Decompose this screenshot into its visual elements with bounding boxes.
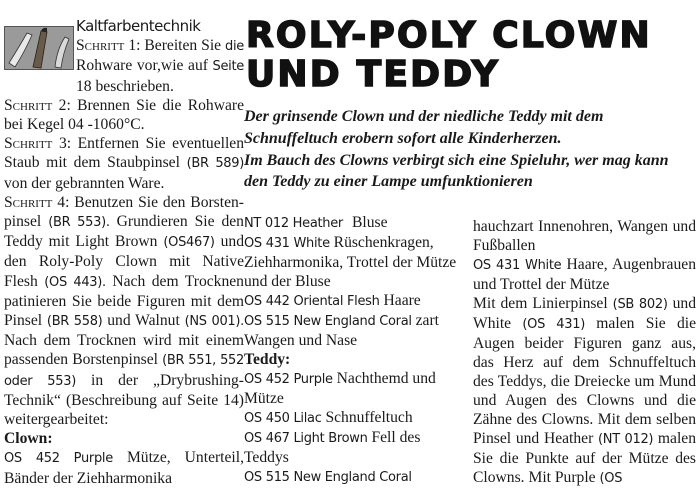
text-run: Benutzen Sie den Borsten-pinsel bbox=[4, 193, 244, 231]
paint-use: Bluse bbox=[352, 214, 388, 231]
step-3 bbox=[4, 134, 244, 193]
text-run: in der „Drybrushing-Technik“ (Beschreibung auf Seite 14) weitergearbeitet: bbox=[4, 371, 244, 429]
step-4 bbox=[4, 193, 244, 429]
section-title: Kaltfarbentechnik bbox=[76, 17, 201, 35]
paint-code: (BR 558) bbox=[46, 314, 103, 330]
paint-code: (BR 551, 552 oder 553) bbox=[4, 353, 244, 389]
color-row bbox=[244, 408, 468, 428]
text-run: und den Roly-Poly Clown mit Native Flesh bbox=[4, 233, 244, 290]
paint-code: (SB 802) bbox=[612, 297, 668, 312]
paint-code: OS 467 Light Brown bbox=[244, 431, 368, 446]
step-label: Schritt 4: bbox=[4, 193, 70, 211]
text-run: hauchzart Innenohren, Wangen und Fußballen bbox=[473, 218, 696, 254]
paint-code: NT 012 Heather bbox=[244, 216, 343, 231]
paint-code: OS 442 Oriental Flesh bbox=[244, 294, 380, 309]
color-row bbox=[244, 213, 468, 233]
text-run: Fell des Teddys bbox=[244, 429, 421, 466]
paint-code: Seite bbox=[212, 59, 244, 75]
text-run: und White bbox=[473, 295, 696, 332]
paint-code: (BR 553). bbox=[48, 215, 110, 231]
text-run: Grundieren Sie den Teddy mit Light Brown bbox=[4, 213, 244, 251]
paragraph bbox=[473, 255, 696, 294]
image-spacer bbox=[4, 17, 76, 94]
color-row bbox=[244, 311, 468, 350]
teddy-heading: Teddy: bbox=[244, 351, 291, 368]
text-run: Haare, Augenbrauen und Trottel der Mütze bbox=[473, 256, 696, 293]
text-run: malen Sie die Augen beider Figuren ganz aus, das Herz auf dem Schnuffeltuch des Teddys, die Dreiecke um Mund und Augen des Clowns und die Zähne des Clowns. Mit dem selben Pinsel und Heather bbox=[473, 315, 696, 447]
paint-code: (OS 431) bbox=[522, 317, 585, 332]
text-run: Haare bbox=[379, 292, 421, 309]
paint-code: OS 515 New England Coral bbox=[244, 470, 412, 485]
step-label: Schritt 3: bbox=[4, 135, 72, 153]
text-run: 18 beschrieben. bbox=[76, 77, 174, 95]
text-run: Bereiten Sie bbox=[140, 37, 226, 55]
paragraph bbox=[473, 217, 696, 255]
text-run: Mit dem Linierpinsel bbox=[473, 295, 613, 312]
paint-code: (OS 443). bbox=[44, 274, 106, 290]
teddy-instructions bbox=[473, 217, 696, 488]
text-run: Rohware vor,wie auf bbox=[76, 57, 213, 75]
intro-text bbox=[244, 106, 696, 193]
text-run: Mütze, Unterteil, Bänder der Ziehharmonika bbox=[4, 449, 244, 487]
paint-code: (NT 012) bbox=[598, 432, 654, 447]
color-row bbox=[244, 369, 468, 408]
clown-color-list bbox=[244, 213, 468, 487]
intro-line: Der grinsende Clown und der niedliche Teddy mit dem Schnuffeltuch erobern sofort alle Kinderherzen. bbox=[244, 108, 604, 147]
page-title: ROLY-POLY CLOWN UND TEDDY bbox=[246, 15, 652, 95]
clown-heading: Clown: bbox=[4, 430, 53, 448]
paragraph bbox=[473, 294, 696, 488]
paint-code: (OS467) bbox=[163, 235, 215, 251]
paint-code: (OS bbox=[599, 471, 623, 486]
text-run: Nach dem Trocknen patinieren Sie beide Figuren mit dem Pinsel bbox=[4, 272, 244, 330]
step-label: Schritt 1: bbox=[76, 37, 141, 55]
clown-colors bbox=[4, 448, 244, 487]
paint-code: (NS 001). bbox=[184, 314, 245, 330]
text-run: Schnuffeltuch bbox=[321, 409, 413, 426]
text-run: von der gebrannten Ware. bbox=[4, 174, 165, 192]
text-run: Entfernen Sie eventuellen Staub mit dem Staubpinsel bbox=[4, 135, 245, 172]
step-2 bbox=[4, 96, 244, 134]
step-label: Schritt 2: bbox=[4, 96, 71, 114]
paint-code: OS 452 Purple bbox=[244, 372, 333, 387]
text-run: Brennen Sie die Rohware bei Kegel 04 -1060°C. bbox=[4, 96, 244, 134]
color-row bbox=[244, 233, 468, 291]
paint-code: die bbox=[225, 39, 244, 55]
paint-code: OS 431 White bbox=[473, 258, 562, 273]
text-run: Rüschenkragen, Ziehharmonika, Trottel der Mütze und der Bluse bbox=[244, 234, 457, 290]
instructions-column bbox=[4, 17, 244, 488]
color-row bbox=[244, 291, 468, 311]
paint-code: OS 431 White bbox=[244, 236, 330, 251]
text-run: zart Wangen und Nase bbox=[244, 312, 439, 349]
paint-code: (BR 589) bbox=[186, 156, 244, 172]
text-run: malen Sie die Punkte auf der Mütze des Clowns. Mit Purple bbox=[473, 430, 697, 486]
paint-code: OS 515 New England Coral bbox=[244, 314, 412, 329]
paint-code: OS 452 Purple bbox=[4, 451, 113, 467]
text-run: Nach dem Trocknen wird mit einem passenden Borstenpinsel bbox=[4, 332, 244, 369]
text-run: und Walnut bbox=[102, 312, 185, 330]
text-run: Nachthemd und Mütze bbox=[244, 370, 436, 407]
paint-code: OS 450 Lilac bbox=[244, 411, 322, 426]
color-row bbox=[244, 467, 468, 487]
color-row bbox=[244, 428, 468, 467]
intro-line: Im Bauch des Clowns verbirgt sich eine Spieluhr, wer mag kann den Teddy zu einer Lampe umfunktionieren bbox=[244, 151, 669, 191]
